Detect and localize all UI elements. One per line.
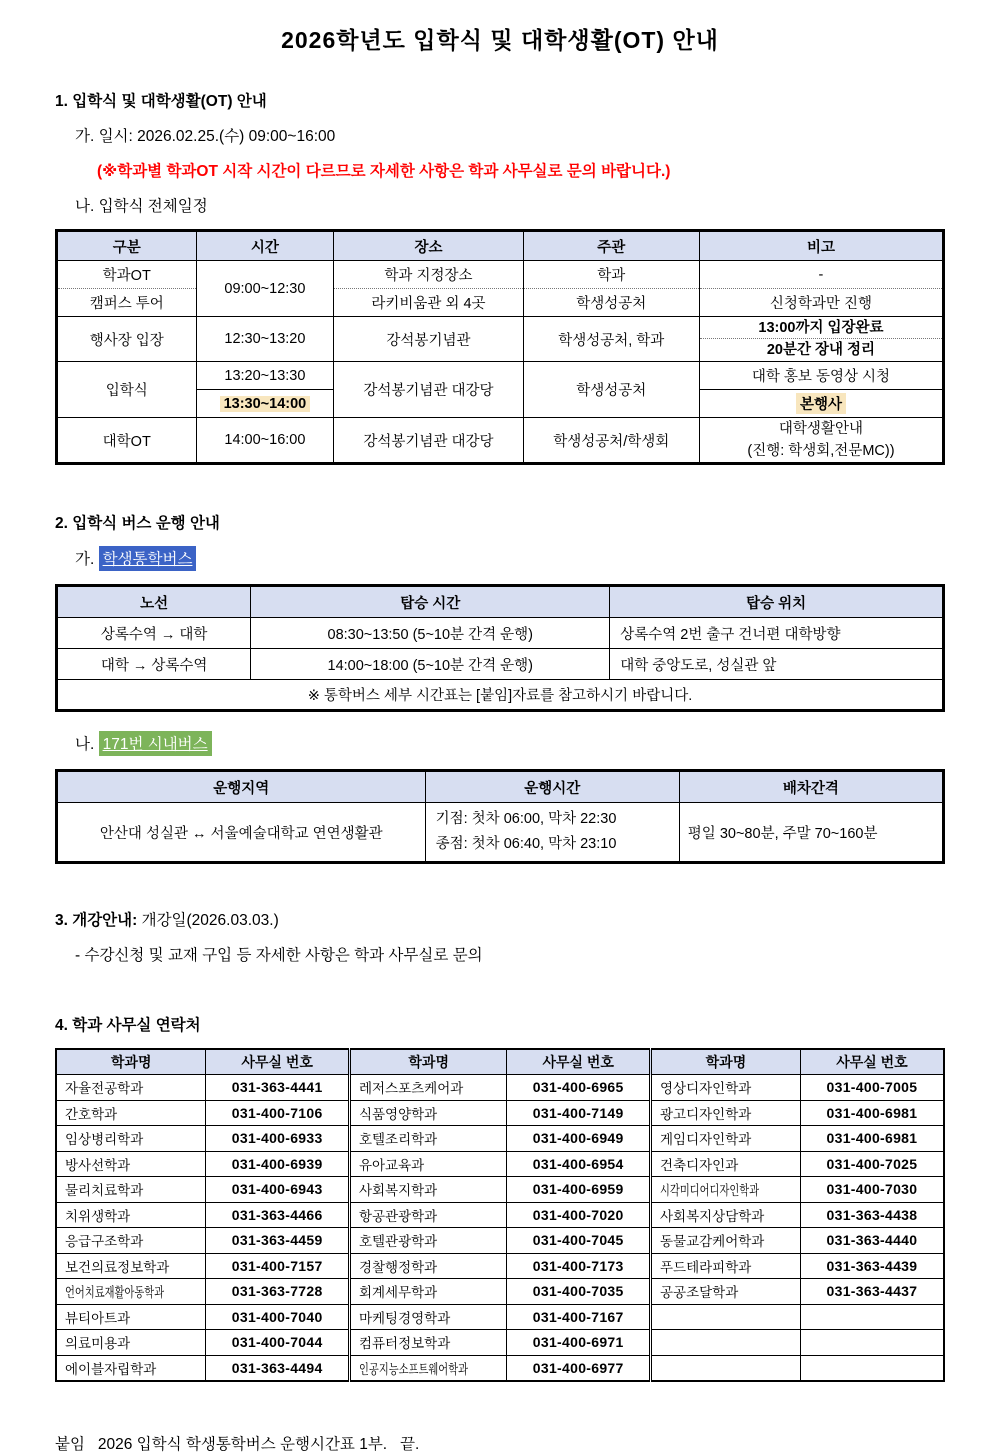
phone-number-cell: 031-400-6949 (507, 1126, 651, 1152)
table-row (56, 1202, 944, 1228)
phone-number-cell: 031-400-6943 (206, 1177, 350, 1203)
table-row (57, 261, 944, 289)
phone-number-cell: 031-363-4466 (206, 1202, 350, 1228)
dept-name-cell: 물리치료학과 (56, 1177, 206, 1203)
phone-number-cell: 031-400-7040 (206, 1304, 350, 1330)
time-cell: 14:00~18:00 (5~10분 간격 운행) (251, 649, 610, 680)
schedule-place-cell: 라키비움관 외 4곳 (334, 289, 523, 317)
attachment-footer: 붙임 2026 입학식 학생통학버스 운행시간표 1부. 끝. (55, 1435, 420, 1453)
schedule-host-cell: 학생성공처/학생회 (523, 418, 699, 464)
dept-name-cell: 영상디자인학과 (650, 1075, 800, 1101)
time-cell: 08:30~13:50 (5~10분 간격 운행) (251, 618, 610, 649)
dept-name-cell: 게임디자인학과 (650, 1126, 800, 1152)
dept-name-cell: 레저스포츠케어과 (349, 1075, 506, 1101)
dept-name-cell (56, 1279, 206, 1305)
univot-note-line1: 대학생활안내 (778, 421, 863, 437)
highlighted-note: 본행사 (796, 393, 846, 414)
location-cell: 상록수역 2번 출구 건너편 대학방향 (610, 618, 944, 649)
schedule-host-cell: 학생성공처, 학과 (523, 317, 699, 362)
city-bus-label: 171번 시내버스 (99, 731, 212, 756)
table-row (56, 1330, 944, 1356)
section1-schedule-label: 나. 입학식 전체일정 (75, 198, 208, 215)
phone-number-cell: 031-400-6959 (507, 1177, 651, 1203)
dept-name-cell: 뷰티아트과 (56, 1304, 206, 1330)
dept-name-cell: 호텔관광학과 (349, 1228, 506, 1254)
schedule-type-cell: 행사장 입장 (57, 317, 197, 362)
section3-heading-bold: 3. 개강안내: (55, 912, 138, 929)
table-row (56, 1304, 944, 1330)
dept-name-cell: 임상병리학과 (56, 1126, 206, 1152)
entry-note-line2: 20분간 장내 정리 (766, 342, 876, 358)
col-header-place: 장소 (334, 231, 523, 261)
dept-name-cell: 보건의료정보학과 (56, 1253, 206, 1279)
table-row (57, 362, 944, 390)
table-row (56, 1228, 944, 1254)
dept-name-cell: 치위생학과 (56, 1202, 206, 1228)
table-row (56, 1126, 944, 1152)
section1-red-note: (※학과별 학과OT 시작 시간이 다르므로 자세한 사항은 학과 사무실로 문의 바랍니다.) (97, 163, 671, 180)
phone-number-cell: 031-363-4459 (206, 1228, 350, 1254)
contact-table-body (56, 1075, 944, 1381)
phone-number-cell: 031-363-4439 (800, 1253, 944, 1279)
interval-cell: 평일 30~80분, 주말 70~160분 (679, 803, 943, 863)
phone-number-cell: 031-400-7044 (206, 1330, 350, 1356)
schedule-time-cell: 09:00~12:30 (196, 261, 334, 317)
table-row (57, 317, 944, 362)
phone-number-cell: 031-400-7035 (507, 1279, 651, 1305)
dept-name-cell (650, 1355, 800, 1381)
table-row (57, 680, 944, 711)
area-cell: 안산대 성실관 ↔ 서울예술대학교 연연생활관 (57, 803, 426, 863)
city-bus-item (55, 731, 945, 756)
route-cell: 상록수역 → 대학 (57, 618, 251, 649)
table-row (57, 803, 944, 863)
phone-number-cell: 031-400-6981 (800, 1100, 944, 1126)
schedule-host-cell: 학과 (523, 261, 699, 289)
phone-number-cell: 031-363-7728 (206, 1279, 350, 1305)
col-header-hours: 운행시간 (425, 771, 679, 803)
dept-name-cell: 건축디자인과 (650, 1151, 800, 1177)
dept-name-cell (650, 1304, 800, 1330)
table-row (56, 1177, 944, 1203)
dept-name-cell: 마케팅경영학과 (349, 1304, 506, 1330)
schedule-place-cell: 강석봉기념관 대강당 (334, 362, 523, 418)
schedule-place-cell: 학과 지정장소 (334, 261, 523, 289)
dept-name-cell (650, 1177, 800, 1203)
dept-name-condensed: 언어치료재활아동학과 (65, 1285, 165, 1301)
table-row (57, 289, 944, 317)
schedule-type-cell: 대학OT (57, 418, 197, 464)
phone-number-cell: 031-400-6977 (507, 1355, 651, 1381)
dept-name-cell: 공공조달학과 (650, 1279, 800, 1305)
col-header-boarding-place: 탑승 위치 (610, 586, 944, 618)
schedule-note-cell (699, 418, 943, 464)
location-cell: 대학 중앙도로, 성실관 앞 (610, 649, 944, 680)
dept-name-cell: 자율전공학과 (56, 1075, 206, 1101)
table-header-row (57, 231, 944, 261)
phone-number-cell: 031-363-4440 (800, 1228, 944, 1254)
item-prefix: 가. (75, 551, 95, 568)
section4-heading: 4. 학과 사무실 연락처 (55, 1017, 201, 1034)
section2-heading: 2. 입학식 버스 운행 안내 (55, 515, 220, 532)
phone-number-cell (800, 1355, 944, 1381)
table-row (56, 1355, 944, 1381)
dept-name-cell: 간호학과 (56, 1100, 206, 1126)
dept-name-cell: 동물교감케어학과 (650, 1228, 800, 1254)
schedule-note-cell: 신청학과만 진행 (699, 289, 943, 317)
section1-date-line: 가. 일시: 2026.02.25.(수) 09:00~16:00 (75, 128, 336, 145)
table-row (56, 1151, 944, 1177)
schedule-time-cell: 13:20~13:30 (196, 362, 334, 390)
dept-name-cell: 광고디자인학과 (650, 1100, 800, 1126)
phone-number-cell: 031-400-7173 (507, 1253, 651, 1279)
phone-number-cell: 031-400-7149 (507, 1100, 651, 1126)
shuttle-bus-label: 학생통학버스 (99, 546, 197, 571)
schedule-host-cell: 학생성공처 (523, 362, 699, 418)
phone-number-cell: 031-400-7030 (800, 1177, 944, 1203)
schedule-note-cell (699, 317, 943, 362)
phone-number-cell: 031-363-4494 (206, 1355, 350, 1381)
phone-number-cell (800, 1304, 944, 1330)
col-header-dept: 학과명 (349, 1049, 506, 1075)
phone-number-cell (800, 1330, 944, 1356)
dept-name-cell: 회계세무학과 (349, 1279, 506, 1305)
col-header-interval: 배차간격 (679, 771, 943, 803)
col-header-office-number: 사무실 번호 (800, 1049, 944, 1075)
table-header-row (56, 1049, 944, 1075)
phone-number-cell: 031-400-7020 (507, 1202, 651, 1228)
shuttle-bus-item (55, 546, 945, 571)
schedule-time-cell: 14:00~16:00 (196, 418, 334, 464)
col-header-host: 주관 (523, 231, 699, 261)
schedule-time-cell (196, 390, 334, 418)
table-row (56, 1100, 944, 1126)
col-header-boarding-time: 탑승 시간 (251, 586, 610, 618)
schedule-note-cell (699, 390, 943, 418)
schedule-place-cell: 강석봉기념관 대강당 (334, 418, 523, 464)
table-row (57, 649, 944, 680)
phone-number-cell: 031-363-4438 (800, 1202, 944, 1228)
hours-cell (425, 803, 679, 863)
table-row (57, 618, 944, 649)
schedule-type-cell: 입학식 (57, 362, 197, 418)
section3-line: - 수강신청 및 교재 구입 등 자세한 사항은 학과 사무실로 문의 (75, 947, 483, 964)
table-header-row (57, 771, 944, 803)
dept-name-cell (650, 1330, 800, 1356)
dept-name-cell: 응급구조학과 (56, 1228, 206, 1254)
city-bus-table (55, 769, 945, 864)
dept-name-condensed: 인공지능소프트웨어학과 (358, 1361, 468, 1377)
phone-number-cell: 031-400-6965 (507, 1075, 651, 1101)
section3-heading (55, 908, 945, 930)
phone-number-cell: 031-400-7025 (800, 1151, 944, 1177)
col-header-note: 비고 (699, 231, 943, 261)
phone-number-cell: 031-363-4437 (800, 1279, 944, 1305)
dept-name-cell: 경찰행정학과 (349, 1253, 506, 1279)
entry-note-line1: 13:00까지 입장완료 (700, 317, 942, 339)
ceremony-schedule-table (55, 229, 945, 465)
dept-name-cell: 에이블자립학과 (56, 1355, 206, 1381)
table-row (57, 418, 944, 464)
dept-name-cell: 컴퓨터정보학과 (349, 1330, 506, 1356)
phone-number-cell: 031-400-7157 (206, 1253, 350, 1279)
phone-number-cell: 031-400-7045 (507, 1228, 651, 1254)
col-header-dept: 학과명 (650, 1049, 800, 1075)
schedule-note-cell: 대학 홍보 동영상 시청 (699, 362, 943, 390)
schedule-type-cell: 캠퍼스 투어 (57, 289, 197, 317)
col-header-category: 구분 (57, 231, 197, 261)
page-title: 2026학년도 입학식 및 대학생활(OT) 안내 (281, 27, 719, 53)
col-header-office-number: 사무실 번호 (206, 1049, 350, 1075)
hours-line1: 기점: 첫차 06:00, 막차 22:30 (435, 811, 617, 827)
dept-name-cell: 의료미용과 (56, 1330, 206, 1356)
table-row (56, 1279, 944, 1305)
dept-name-cell: 식품영양학과 (349, 1100, 506, 1126)
phone-number-cell: 031-400-6939 (206, 1151, 350, 1177)
col-header-route: 노선 (57, 586, 251, 618)
dept-name-cell: 푸드테라피학과 (650, 1253, 800, 1279)
dept-name-cell: 방사선학과 (56, 1151, 206, 1177)
phone-number-cell: 031-400-6971 (507, 1330, 651, 1356)
phone-number-cell: 031-400-6954 (507, 1151, 651, 1177)
table-header-row (57, 586, 944, 618)
dept-name-cell: 사회복지상담학과 (650, 1202, 800, 1228)
section3-heading-rest: 개강일(2026.03.03.) (137, 912, 279, 929)
highlighted-time: 13:30~14:00 (220, 396, 311, 412)
dept-name-cell: 사회복지학과 (349, 1177, 506, 1203)
department-contact-table (55, 1048, 945, 1382)
dept-name-cell: 항공관광학과 (349, 1202, 506, 1228)
shuttle-note-cell: ※ 통학버스 세부 시간표는 [붙임]자료를 참고하시기 바랍니다. (57, 680, 944, 711)
schedule-type-cell: 학과OT (57, 261, 197, 289)
section1-heading: 1. 입학식 및 대학생활(OT) 안내 (55, 93, 267, 110)
phone-number-cell: 031-400-6981 (800, 1126, 944, 1152)
dept-name-cell (349, 1355, 506, 1381)
schedule-time-cell: 12:30~13:20 (196, 317, 334, 362)
table-row (56, 1075, 944, 1101)
col-header-dept: 학과명 (56, 1049, 206, 1075)
item-prefix: 나. (75, 736, 95, 753)
col-header-office-number: 사무실 번호 (507, 1049, 651, 1075)
table-row (56, 1253, 944, 1279)
phone-number-cell: 031-363-4441 (206, 1075, 350, 1101)
univot-note-line2: (진행: 학생회,전문MC)) (747, 443, 895, 459)
col-header-area: 운행지역 (57, 771, 426, 803)
schedule-note-cell: - (699, 261, 943, 289)
shuttle-bus-table (55, 584, 945, 712)
dept-name-condensed: 시각미디어디자인학과 (659, 1183, 760, 1199)
dept-name-cell: 호텔조리학과 (349, 1126, 506, 1152)
schedule-place-cell: 강석봉기념관 (334, 317, 523, 362)
phone-number-cell: 031-400-7106 (206, 1100, 350, 1126)
phone-number-cell: 031-400-6933 (206, 1126, 350, 1152)
route-cell: 대학 → 상록수역 (57, 649, 251, 680)
hours-line2: 종점: 첫차 06:40, 막차 23:10 (435, 836, 617, 852)
col-header-time: 시간 (196, 231, 334, 261)
phone-number-cell: 031-400-7005 (800, 1075, 944, 1101)
phone-number-cell: 031-400-7167 (507, 1304, 651, 1330)
schedule-host-cell: 학생성공처 (523, 289, 699, 317)
dept-name-cell: 유아교육과 (349, 1151, 506, 1177)
